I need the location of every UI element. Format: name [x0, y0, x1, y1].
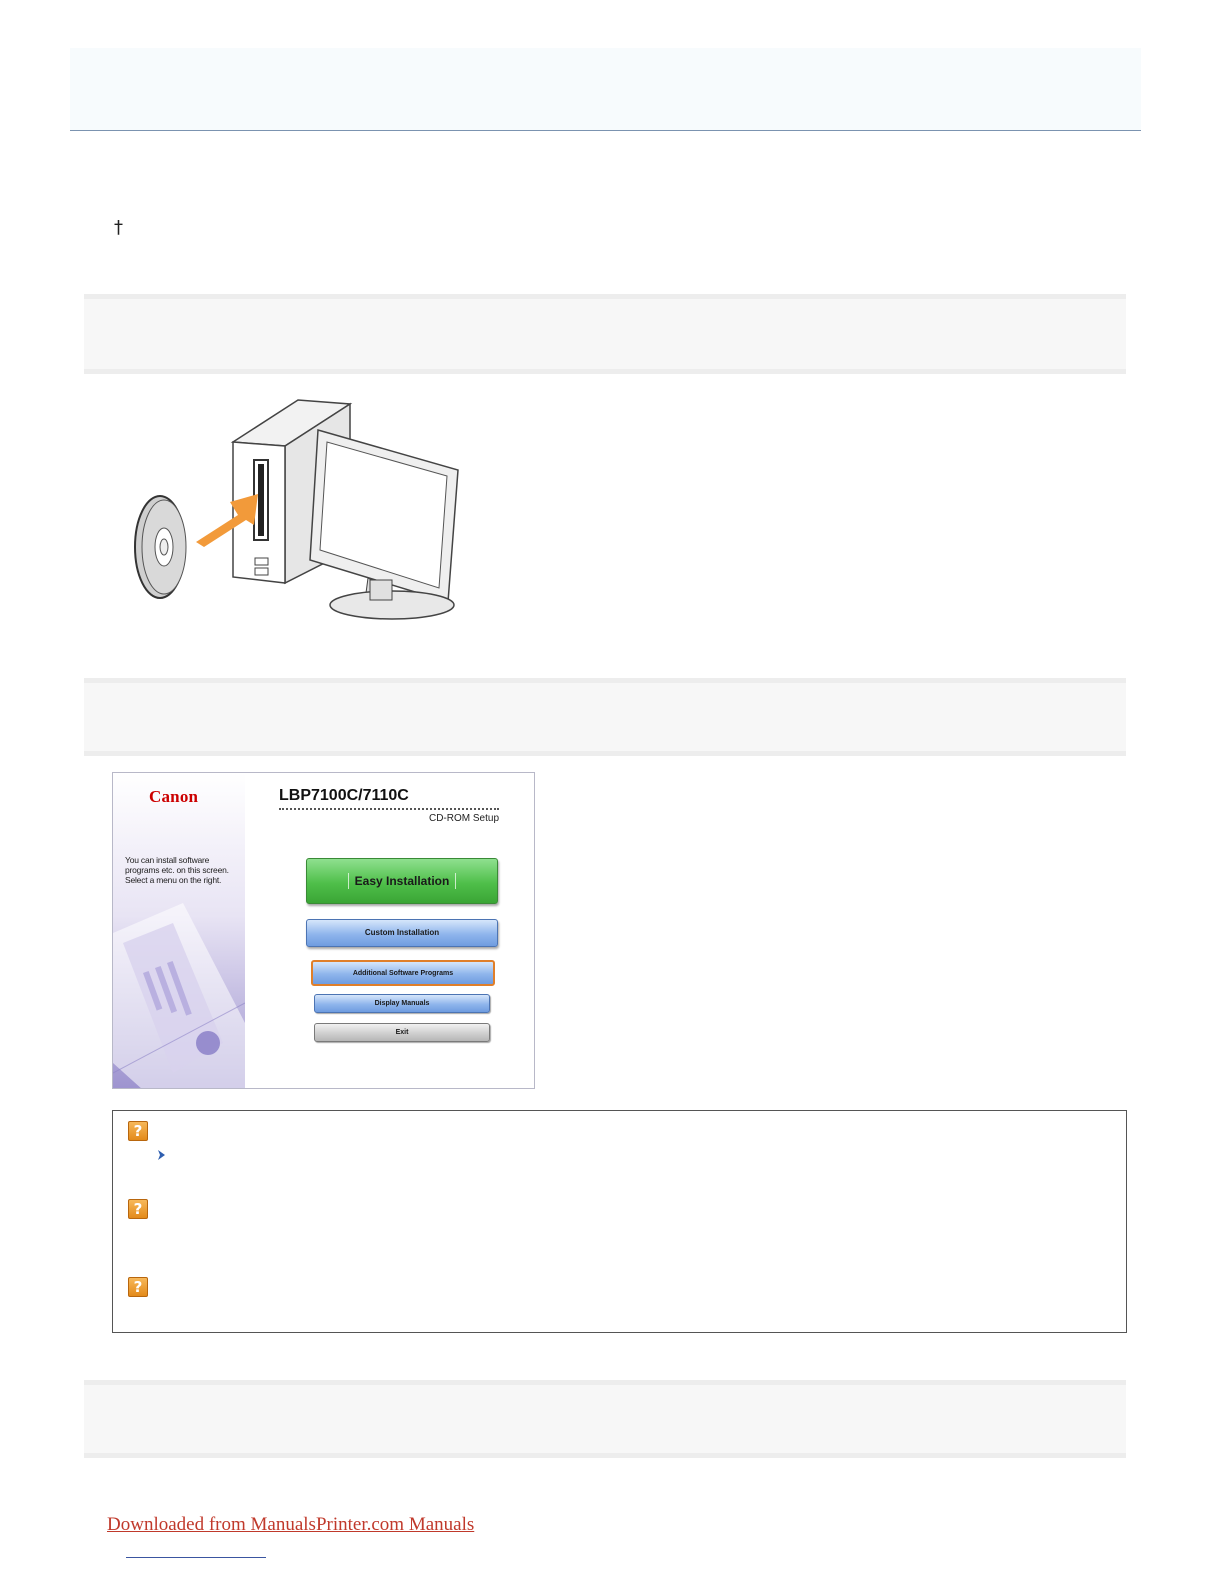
download-credit-link[interactable]: Downloaded from ManualsPrinter.com Manuals: [107, 1514, 475, 1535]
cd-disc-icon: [135, 496, 186, 598]
setup-subtitle: CD-ROM Setup: [428, 813, 499, 824]
model-title-divider: [279, 808, 499, 810]
question-icon: ?: [128, 1199, 148, 1219]
display-manuals-button[interactable]: Display Manuals: [314, 994, 490, 1013]
step-band-3: [84, 1380, 1126, 1458]
question-icon: ?: [128, 1121, 148, 1141]
computer-cd-insert-illustration: [130, 390, 465, 625]
model-title: LBP7100C/7110C: [279, 787, 409, 804]
easy-installation-label: Easy Installation: [348, 873, 457, 889]
canon-logo: Canon: [149, 787, 199, 806]
footer-rule: [126, 1557, 266, 1558]
faq-box: [112, 1110, 1127, 1333]
easy-installation-button[interactable]: [306, 858, 498, 904]
step-band-1: [84, 294, 1126, 374]
link-arrow-icon[interactable]: [157, 1149, 167, 1161]
setup-instructions-text: You can install software programs etc. on this screen. Select a menu on the right.: [125, 855, 229, 885]
custom-installation-button[interactable]: Custom Installation: [306, 919, 498, 947]
cd-rom-setup-screenshot: [112, 772, 535, 1089]
question-icon: ?: [128, 1277, 148, 1297]
additional-software-programs-button[interactable]: Additional Software Programs: [311, 960, 495, 986]
page-header: [70, 48, 1141, 131]
monitor-icon: [310, 430, 458, 619]
exit-button[interactable]: Exit: [314, 1023, 490, 1042]
dagger-mark: †: [114, 217, 123, 238]
setup-side-artwork: [113, 773, 245, 1089]
step-band-2: [84, 678, 1126, 756]
